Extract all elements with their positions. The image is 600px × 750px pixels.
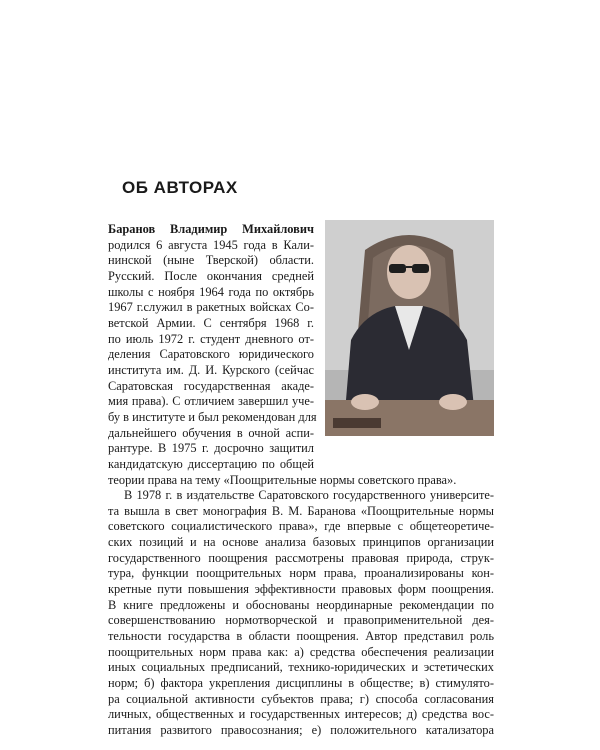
- text-line: теории права на тему «Поощрительные нормы советского права».: [108, 472, 457, 487]
- text-line: рантуре. В 1975 г. досрочно защитил: [108, 441, 314, 456]
- text-line: института им. Д. И. Курского (сейчас: [108, 362, 314, 377]
- article-body: [108, 222, 494, 739]
- text-line: по июль 1972 г. студент дневного от-: [108, 331, 314, 346]
- text-line: бу в институте и был рекомендован для: [108, 409, 317, 424]
- text-line: та вышла в свет монография В. М. Баранова «Поощрительные нормы: [108, 503, 494, 518]
- text-line: родился 6 августа 1945 года в Кали-: [108, 237, 314, 252]
- text-line: личных, общественных и государственных интересов; д) средства вос-: [108, 707, 494, 722]
- paragraph-1: [108, 222, 494, 488]
- text-line: советского социалистического права», где впервые с общетеоретиче-: [108, 519, 494, 534]
- text-line: В книге предложены и обоснованы неординарные рекомендации по: [108, 597, 494, 612]
- text-line: питания развитого правосознания; е) положительного катализатора: [108, 723, 494, 737]
- text-line: иных социальных предписаний, технико-юридических и эстетических: [108, 660, 494, 675]
- paragraph-2: [108, 488, 494, 739]
- text-line: 1967 г.служил в ракетных войсках Со-: [108, 300, 314, 315]
- text-line: кандидатскую диссертацию по общей: [108, 456, 314, 471]
- author-name-line: [108, 222, 314, 238]
- text-line: ских позиций и на основе анализа базовых принципов организации: [108, 535, 494, 550]
- text-line: тура, функции поощрительных норм права, проанализированы кон-: [108, 566, 494, 581]
- text-line: школы с ноября 1964 года по октябрь: [108, 284, 314, 299]
- text-line: дальнейшего обучения в очной аспи-: [108, 425, 314, 440]
- text-line: мия права). С отличием завершил уче-: [108, 394, 314, 409]
- text-line: норм; б) фактора укрепления дисциплины в обществе; в) стимулято-: [108, 676, 494, 691]
- text-line: нинской (ныне Тверской) области.: [108, 253, 314, 268]
- page-heading: ОБ АВТОРАХ: [122, 178, 238, 197]
- text-line: государственного поощрения рассмотрены правовая природа, струк-: [108, 550, 494, 565]
- text-line: Русский. После окончания средней: [108, 268, 314, 283]
- text-line: поощрительных норм права как: а) средства обеспечения реализации: [108, 644, 494, 659]
- text-line: кретные пути повышения эффективности правовых форм поощрения.: [108, 582, 494, 597]
- text-line: совершенствованию нормотворческой и правоприменительной дея-: [108, 613, 494, 628]
- text-line: Саратовская государственная акаде-: [108, 378, 314, 393]
- text-line: ра социальной активности субъектов права; г) способа согласования: [108, 691, 494, 706]
- text-line: деления Саратовского юридического: [108, 347, 314, 362]
- text-line: ветской Армии. С сентября 1968 г.: [108, 315, 314, 330]
- text-line: тельности государства в области поощрения. Автор представил роль: [108, 629, 494, 644]
- text-line: В 1978 г. в издательстве Саратовского государственного университе-: [124, 488, 494, 503]
- author-name: Баранов Владимир Михайлович: [108, 222, 314, 236]
